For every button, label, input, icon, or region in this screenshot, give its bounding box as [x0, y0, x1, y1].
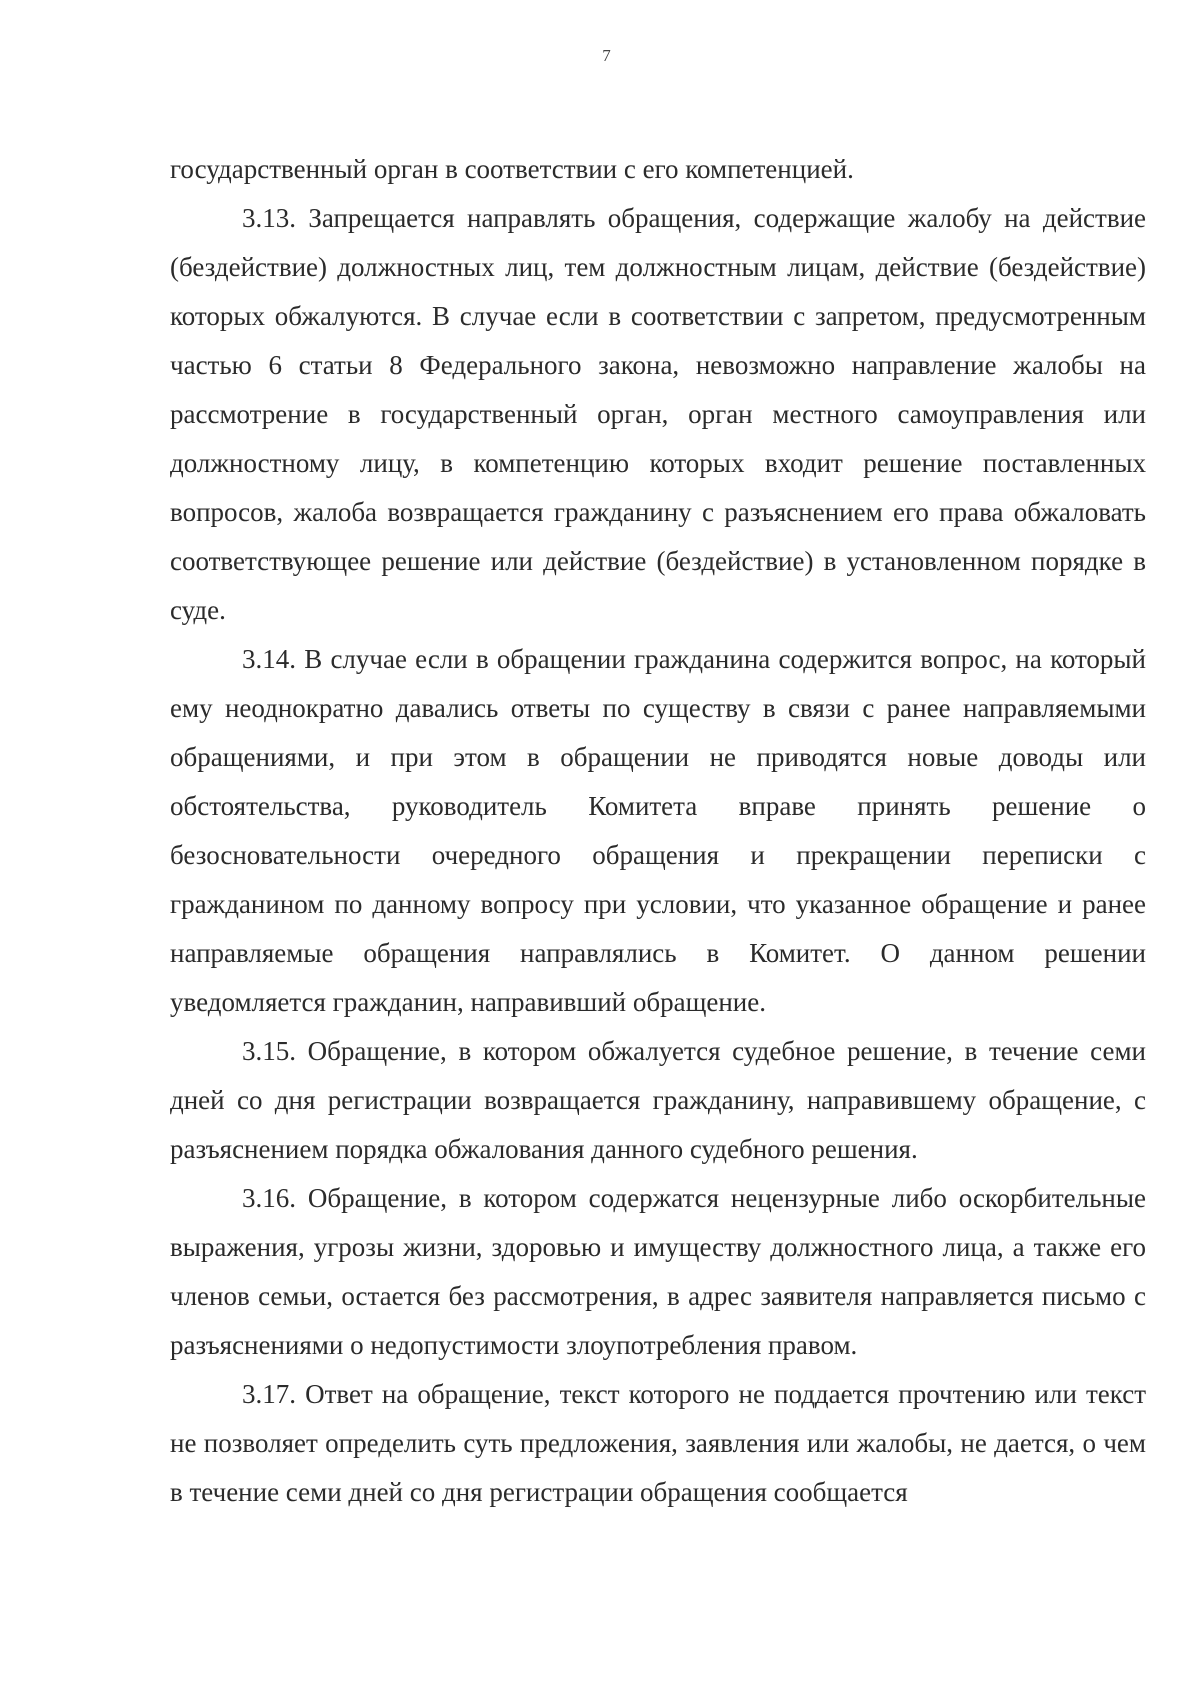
paragraph-3-15: 3.15. Обращение, в котором обжалуется судебное решение, в течение семи дней со дня регистрации возвращается гражданину, направившему обращение, с разъяснением порядка обжалования данного судебного решения.	[170, 1036, 1146, 1164]
paragraph-3-14: 3.14. В случае если в обращении гражданина содержится вопрос, на который ему неоднократно давались ответы по существу в связи с ранее направляемыми обращениями, и при этом в обращении не приводятся новые доводы или обстоятельства, руководитель Комитета вправе принять решение о безосновательности очередного обращения и прекращении переписки с гражданином по данному вопросу при условии, что указанное обращение и ранее направляемые обращения направлялись в Комитет. О данном решении уведомляется гражданин, направивший обращение.	[170, 644, 1146, 1017]
paragraph-3-17: 3.17. Ответ на обращение, текст которого не поддается прочтению или текст не позволяет определить суть предложения, заявления или жалобы, не дается, о чем в течение семи дней со дня регистрации обращения сообщается	[170, 1379, 1146, 1507]
page-number: 7	[602, 46, 611, 65]
paragraph-continuation: государственный орган в соответствии с его компетенцией.	[170, 154, 854, 184]
document-body	[170, 145, 1146, 1517]
paragraph-3-16: 3.16. Обращение, в котором содержатся нецензурные либо оскорбительные выражения, угрозы жизни, здоровью и имуществу должностного лица, а также его членов семьи, остается без рассмотрения, в адрес заявителя направляется письмо с разъяснениями о недопустимости злоупотребления правом.	[170, 1183, 1146, 1360]
paragraph-3-13: 3.13. Запрещается направлять обращения, содержащие жалобу на действие (бездействие) должностных лиц, тем должностным лицам, действие (бездействие) которых обжалуются. В случае если в соответствии с запретом, предусмотренным частью 6 статьи 8 Федерального закона, невозможно направление жалобы на рассмотрение в государственный орган, орган местного самоуправления или должностному лицу, в компетенцию которых входит решение поставленных вопросов, жалоба возвращается гражданину с разъяснением его права обжаловать соответствующее решение или действие (бездействие) в установленном порядке в суде.	[170, 203, 1146, 625]
